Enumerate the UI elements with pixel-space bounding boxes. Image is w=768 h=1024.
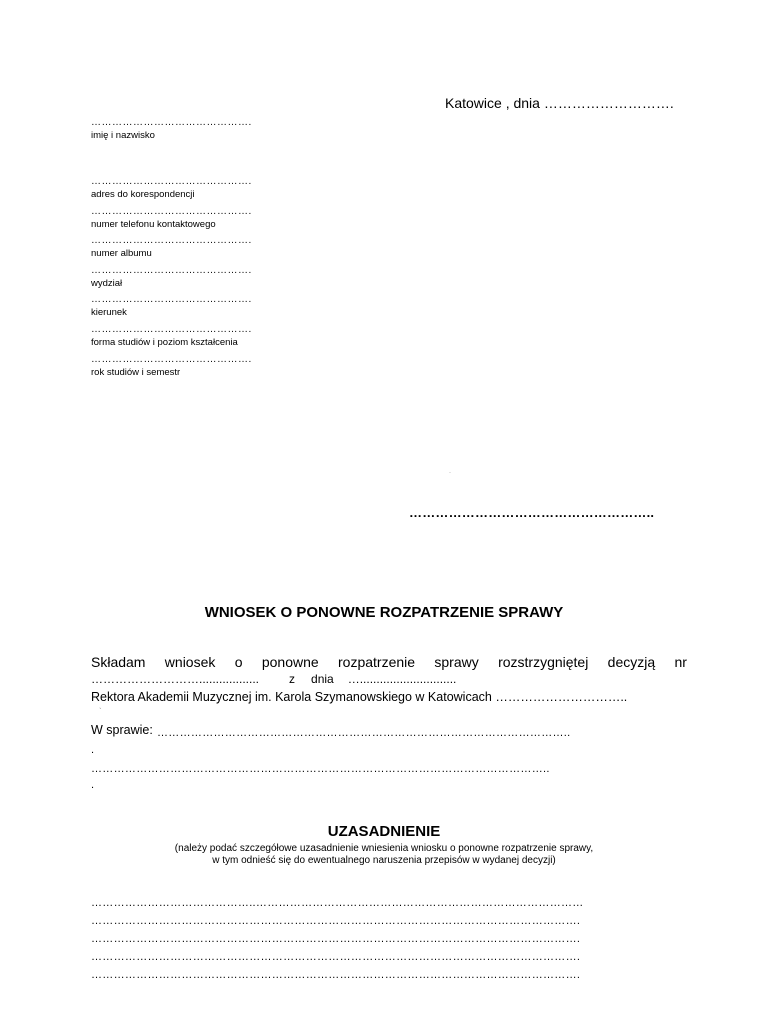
study-form-dots[interactable]: ………………………………………. <box>91 324 252 335</box>
field-of-study-label: kierunek <box>91 307 127 318</box>
study-year-label: rok studiów i semestr <box>91 367 181 378</box>
justification-note-line-2: w tym odnieść się do ewentualnego naruszenia przepisów w wydanej decyzji) <box>212 855 556 866</box>
justification-note-line-1: (należy podać szczegółowe uzasadnienie wniesienia wniosku o ponowne rozpatrzenie sprawy, <box>174 843 594 854</box>
justification-line[interactable]: …………………………………………………………………………………………………………………. <box>91 951 581 963</box>
request-word: ponowne <box>261 654 319 670</box>
album-number-label: numer albumu <box>91 248 152 259</box>
request-line-1 <box>91 654 687 670</box>
phone-label: numer telefonu kontaktowego <box>91 219 216 230</box>
study-form-label: forma studiów i poziom kształcenia <box>91 337 238 348</box>
justification-line[interactable]: ……………………………………..…………………………………………………………………………… <box>91 897 584 909</box>
request-word: rozstrzygniętej <box>498 654 589 670</box>
place-and-date: Katowice , dnia ………………………. <box>445 95 674 111</box>
request-word: Składam <box>91 654 146 670</box>
stray-mark: ` <box>99 707 102 716</box>
addressee-dots[interactable]: ……………………………………………….. <box>409 505 655 520</box>
z-word: z <box>289 672 296 686</box>
stray-mark: - <box>449 470 451 476</box>
request-line-2 <box>91 672 456 686</box>
decision-date-dots[interactable]: …............................. <box>347 672 457 686</box>
request-word: nr <box>674 654 687 670</box>
request-word: rozpatrzenie <box>338 654 416 670</box>
justification-line[interactable]: …………………………………………………………………………………………………………………. <box>91 969 581 981</box>
line-period: . <box>91 744 95 756</box>
album-number-dots[interactable]: ………………………………………. <box>91 235 252 246</box>
study-year-dots[interactable]: ………………………………………. <box>91 354 252 365</box>
justification-line[interactable]: …………………………………………………………………………………………………………………. <box>91 915 581 927</box>
document-title: WNIOSEK O PONOWNE ROZPATRZENIE SPRAWY <box>204 604 564 621</box>
matter-line-2[interactable]: ………………………………………………………………………………………………………….. <box>91 763 550 775</box>
faculty-label: wydział <box>91 278 123 289</box>
name-dots[interactable]: ………………………………………. <box>91 117 252 128</box>
faculty-dots[interactable]: ………………………………………. <box>91 265 252 276</box>
decision-number-dots[interactable]: ……………………….................. <box>91 672 260 686</box>
dnia-word: dnia <box>311 672 334 686</box>
matter-line-1[interactable]: ……………………………………………………………………………………………….. <box>157 727 571 739</box>
field-of-study-dots[interactable]: ………………………………………. <box>91 294 252 305</box>
line-period: . <box>91 779 95 791</box>
request-word: sprawy <box>434 654 479 670</box>
phone-dots[interactable]: ………………………………………. <box>91 206 252 217</box>
name-label: imię i nazwisko <box>91 130 155 141</box>
request-word: wniosek <box>164 654 216 670</box>
address-dots[interactable]: ………………………………………. <box>91 176 252 187</box>
justification-line[interactable]: …………………………………………………………………………………………………………………. <box>91 933 581 945</box>
request-word: decyzją <box>607 654 656 670</box>
authority-line: Rektora Akademii Muzycznej im. Karola Szymanowskiego w Katowicach ………………………….. <box>91 690 628 704</box>
justification-title: UZASADNIENIE <box>327 823 441 840</box>
address-label: adres do korespondencji <box>91 189 195 200</box>
matter-label: W sprawie: <box>91 723 153 737</box>
request-word: o <box>234 654 243 670</box>
